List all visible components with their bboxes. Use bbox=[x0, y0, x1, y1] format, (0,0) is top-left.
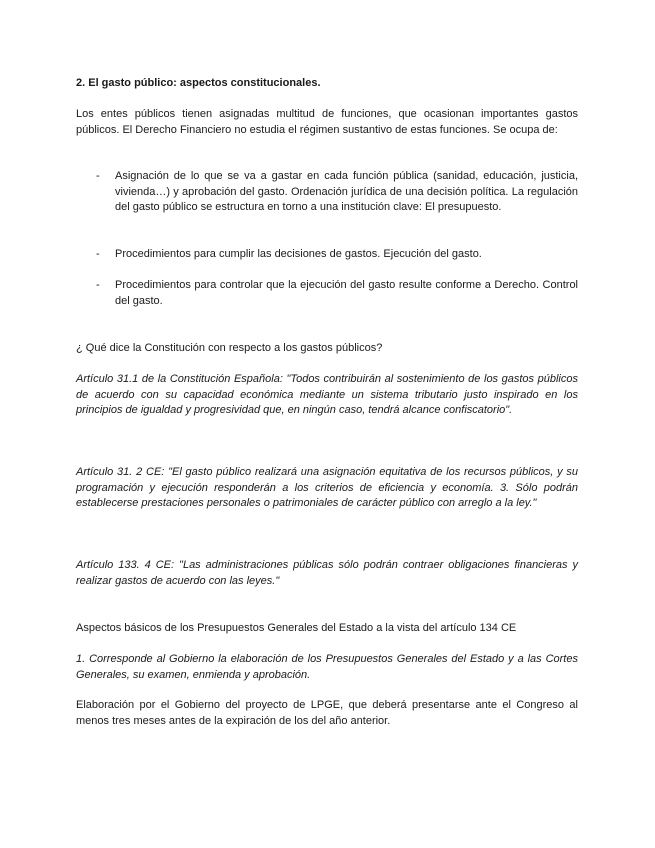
section-heading: 2. El gasto público: aspectos constitucionales. bbox=[76, 77, 321, 89]
list-item-text: Procedimientos para controlar que la ejecución del gasto resulte conforme a Derecho. Control del gasto. bbox=[115, 279, 578, 307]
list-item bbox=[96, 247, 578, 263]
list-item-text: Asignación de lo que se va a gastar en cada función pública (sanidad, educación, justicia, vivienda…) y aprobación del gasto. Ordenación jurídica de una decisión política. La regulación del gasto público se estructura en torno a una institución clave: El presupuesto. bbox=[115, 170, 578, 213]
list-item bbox=[96, 278, 578, 309]
list-bullet: - bbox=[96, 170, 100, 182]
intro-paragraph: Los entes públicos tienen asignadas multitud de funciones, que ocasionan importantes gastos públicos. El Derecho Financiero no estudia el régimen sustantivo de estas funciones. Se ocupa de: bbox=[76, 108, 578, 136]
list-item-text: Procedimientos para cumplir las decisiones de gastos. Ejecución del gasto. bbox=[115, 248, 482, 260]
article-133-4-quote: Artículo 133. 4 CE: "Las administraciones públicas sólo podrán contraer obligaciones financieras y realizar gastos de acuerdo con las leyes." bbox=[76, 559, 578, 587]
article-31-2-quote: Artículo 31. 2 CE: "El gasto público realizará una asignación equitativa de los recursos públicos, y su programación y ejecución responderán a los criterios de eficiencia y economía. 3. Sólo podrán establecerse prestaciones personales o patrimoniales de carácter público con arreglo a la ley." bbox=[76, 466, 578, 509]
elaboration-paragraph: Elaboración por el Gobierno del proyecto de LPGE, que deberá presentarse ante el Congreso al menos tres meses antes de la expiración de los del año anterior. bbox=[76, 699, 578, 727]
article-31-1-quote: Artículo 31.1 de la Constitución Española: "Todos contribuirán al sostenimiento de los gastos públicos de acuerdo con su capacidad económica mediante un sistema tributario justo inspirado en los principios de igualdad y progresividad que, en ningún caso, tendrá alcance confiscatorio". bbox=[76, 373, 578, 416]
list-item bbox=[96, 169, 578, 216]
list-bullet: - bbox=[96, 248, 100, 260]
budget-heading: Aspectos básicos de los Presupuestos Generales del Estado a la vista del artículo 134 CE bbox=[76, 622, 517, 634]
list-bullet: - bbox=[96, 279, 100, 291]
question-paragraph: ¿ Qué dice la Constitución con respecto a los gastos públicos? bbox=[76, 342, 383, 354]
budget-point-1: 1. Corresponde al Gobierno la elaboración de los Presupuestos Generales del Estado y a las Cortes Generales, su examen, enmienda y aprobación. bbox=[76, 653, 578, 681]
